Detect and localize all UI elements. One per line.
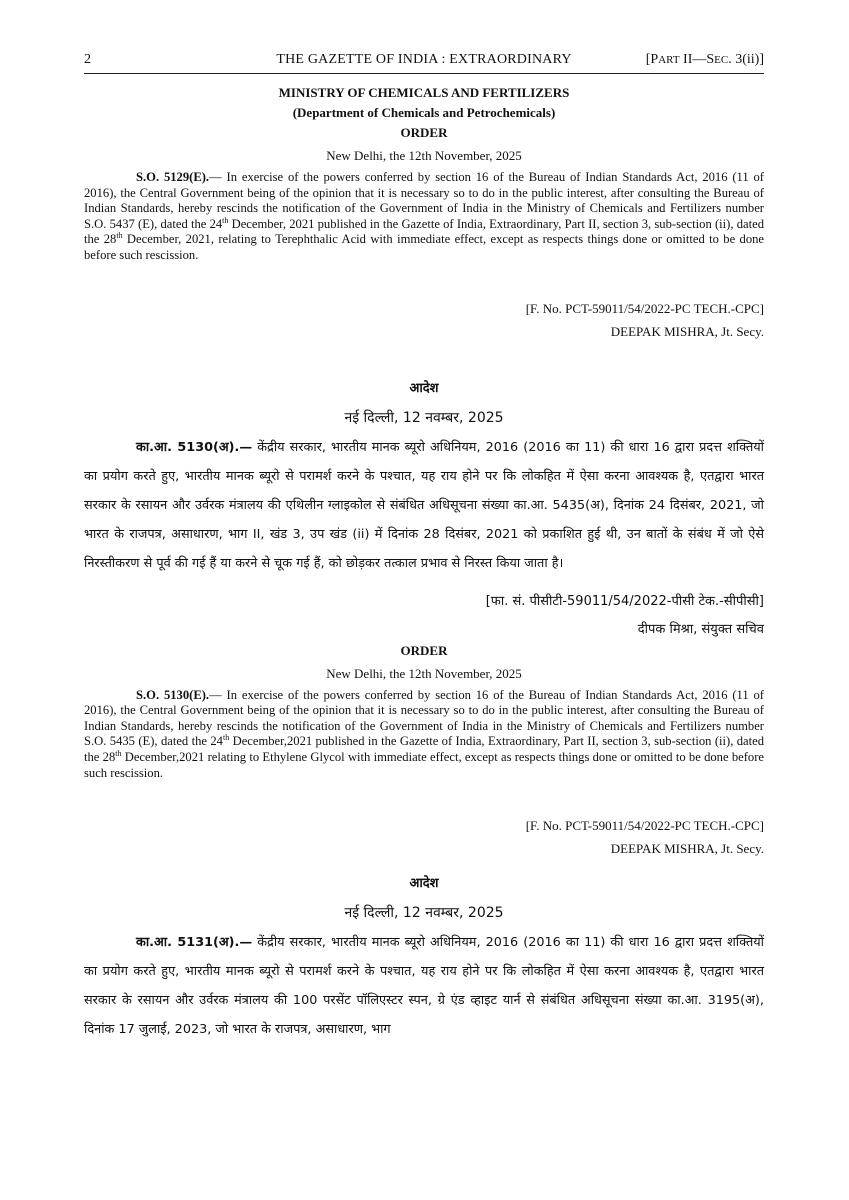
aadesh-date: नई दिल्ली, 12 नवम्बर, 2025 (344, 905, 504, 922)
department-title: (Department of Chemicals and Petrochemicals) (292, 105, 556, 120)
order-heading: ORDER (400, 642, 448, 658)
aadesh-heading: आदेश (409, 876, 439, 892)
gazette-page (84, 50, 764, 1044)
aadesh-1 (84, 378, 764, 637)
file-number: [फा. सं. पीसीटी-59011/54/2022-पीसी टेक.-सीपीसी] (485, 593, 764, 609)
signatory: DEEPAK MISHRA, Jt. Secy. (610, 323, 764, 339)
page-number: 2 (84, 52, 91, 67)
order-2 (84, 643, 764, 858)
header-rule (84, 73, 764, 74)
order-body: S.O. 5130(E).— In exercise of the powers conferred by section 16 of the Bureau of Indian Standards Act, 2016 (11 of 2016), the Central Government being of the opinion that it is necessary so to do in the public interest, after consulting the Bureau of Indian Standards, hereby rescinds the notification of the Government of India in the Ministry of Chemicals and Fertilizers number S.O. 5435 (E), dated the 24th December,2021 published in the Gazette of India, Extraordinary, Part II, section 3, sub-section (ii), dated the 28th December,2021 relating to Ethylene Glycol with immediate effect, except as respects things done or omitted to be done before such rescission. (84, 687, 765, 780)
aadesh-heading: आदेश (409, 380, 439, 396)
page-header (84, 50, 764, 72)
order-date: New Delhi, the 12th November, 2025 (326, 148, 522, 163)
file-number: [F. No. PCT-59011/54/2022-PC TECH.-CPC] (525, 818, 764, 834)
order-heading: ORDER (400, 125, 448, 140)
ministry-title: MINISTRY OF CHEMICALS AND FERTILIZERS (278, 85, 570, 100)
aadesh-date: नई दिल्ली, 12 नवम्बर, 2025 (344, 409, 504, 426)
gazette-title: THE GAZETTE OF INDIA : EXTRAORDINARY (276, 52, 572, 67)
signatory: DEEPAK MISHRA, Jt. Secy. (610, 841, 764, 857)
part-section-label: [PART II—SEC. 3(ii)] (645, 52, 764, 67)
aadesh-body: का.आ. 5130(अ).— केंद्रीय सरकार, भारतीय मानक ब्यूरो अधिनियम, 2016 (2016 का 11) की धारा 16 द्वारा प्रदत्त शक्तियों का प्रयोग करते हुए, भारतीय मानक ब्यूरो से परामर्श करने के पश्चात, यह राय होने पर कि लोकहित में ऐसा करना आवश्यक है, एतद्वारा भारत सरकार के रसायन और उर्वरक मंत्रालय की एथिलीन ग्लाइकोल से संबंधित अधिसूचना संख्या का.आ. 5435(अ), दिनांक 24 दिसंबर, 2021, जो भारत के राजपत्र, असाधारण, भाग II, खंड 3, उप खंड (ii) में दिनांक 28 दिसंबर, 2021 को प्रकाशित हुई थी, उन बातों के संबंध में जो ऐसे निरस्तीकरण से पूर्व की गई हैं या करने से चूक गई हैं, को छोड़कर तत्काल प्रभाव से निरस्त किया जाता है। (84, 439, 764, 571)
order-date: New Delhi, the 12th November, 2025 (326, 665, 522, 681)
order-body: S.O. 5129(E).— In exercise of the powers conferred by section 16 of the Bureau of Indian Standards Act, 2016 (11 of 2016), the Central Government being of the opinion that it is necessary so to do in the public interest, after consulting the Bureau of Indian Standards, hereby rescinds the notification of the Government of India in the Ministry of Chemicals and Fertilizers number S.O. 5437 (E), dated the 24th December, 2021 published in the Gazette of India, Extraordinary, Part II, section 3, sub-section (ii), dated the 28th December, 2021, relating to Terephthalic Acid with immediate effect, except as respects things done or omitted to be done before such rescission. (84, 170, 765, 262)
aadesh-2 (84, 873, 764, 1044)
signatory: दीपक मिश्रा, संयुक्त सचिव (637, 621, 764, 637)
aadesh-body: का.आ. 5131(अ).— केंद्रीय सरकार, भारतीय मानक ब्यूरो अधिनियम, 2016 (2016 का 11) की धारा 16 द्वारा प्रदत्त शक्तियों का प्रयोग करते हुए, भारतीय मानक ब्यूरो से परामर्श करने के पश्चात, यह राय होने पर कि लोकहित में ऐसा करना आवश्यक है, एतद्वारा भारत सरकार के रसायन और उर्वरक मंत्रालय की 100 परसेंट पॉलिएस्टर स्पन, ग्रे एंड व्हाइट यार्न से संबंधित अधिसूचना संख्या का.आ. 3195(अ), दिनांक 17 जुलाई, 2023, जो भारत के राजपत्र, असाधारण, भाग (84, 935, 764, 1038)
file-number: [F. No. PCT-59011/54/2022-PC TECH.-CPC] (525, 300, 764, 316)
order-1 (84, 125, 764, 340)
